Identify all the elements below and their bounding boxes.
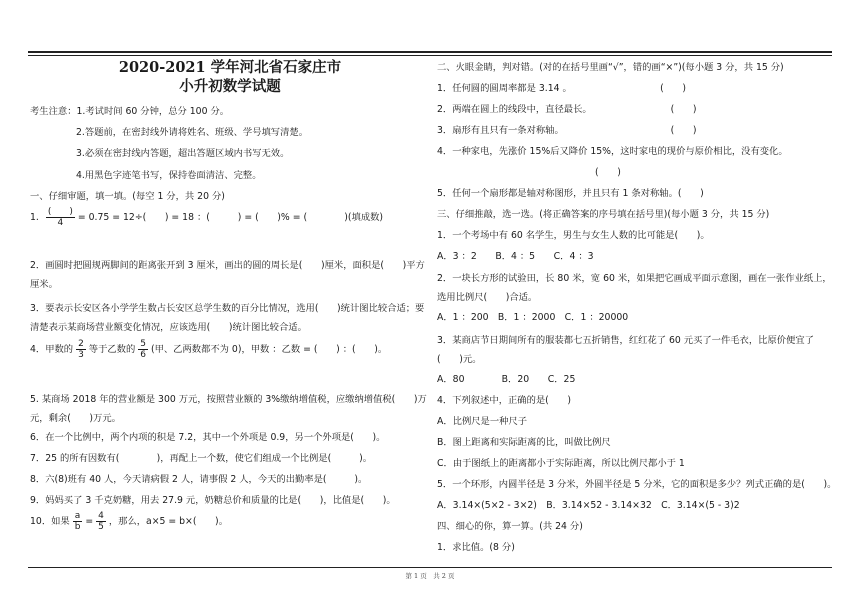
s2-item-4: 4．一种家电，先涨价 15%后又降价 15%，这时家电的现价与原价相比，没有变化。 [437, 146, 788, 157]
s3-question-4: 4．下列叙述中，正确的是( ) [437, 395, 572, 406]
s1-question-9: 9．妈妈买了 3 千克奶糖，用去 27.9 元，奶糖总价和质量的比是( )，比值是( )。 [30, 495, 396, 506]
fraction: $\frac{2}{3}$ [78, 339, 84, 360]
header-rule-thick [28, 51, 832, 53]
s1-question-10: 10．如果 $\frac{a}{b}$ = $\frac{4}{5}$ ，那么，a×5 = b×( )。 [30, 511, 228, 532]
s3-question-3-options: A．80 B．20 C．25 [437, 374, 576, 385]
s3-question-4-option-a: A．比例尺是一种尺子 [437, 416, 528, 427]
s2-item-3: 3．扇形有且只有一条对称轴。 ( ) [437, 125, 697, 136]
fraction: $\frac{4}{5}$ [98, 511, 104, 532]
section3-heading: 三、仔细推敲，选一选。(将正确答案的序号填在括号里)(每小题 3 分，共 15 分) [437, 209, 770, 220]
s2-item-1: 1．任何圆的圆周率都是 3.14 。 ( ) [437, 83, 686, 94]
s1-question-7: 7．25 的所有因数有( )，再配上一个数，使它们组成一个比例是( )。 [30, 453, 373, 464]
s1-question-5: 5. 某商场 2018 年的营业额是 300 万元，按照营业额的 3%缴纳增值税，应缴纳增值税( )万元，剩余( )万元。 [30, 394, 427, 424]
s3-question-4-option-b: B．图上距离和实际距离的比，叫做比例尺 [437, 437, 611, 448]
notes-item-4: 4.用黑色字迹笔书写，保持卷面清洁、完整。 [76, 170, 262, 181]
section2-heading: 二、火眼金睛，判对错。(对的在括号里画“√”，错的画“×”)(每小题 3 分，共 15 分) [437, 62, 784, 73]
s1-question-3: 3．要表示长安区各小学学生数占长安区总学生数的百分比情况，选用( )统计图比较合适；要清楚表示某商场营业额变化情况，应该选用( )统计图比较合适。 [30, 303, 425, 333]
s1-question-4: 4．甲数的 $\frac{2}{3}$ 等于乙数的 $\frac{5}{6}$ (甲、乙两数都不为 0)，甲数 ：乙数 = ( ) ：( )。 [30, 339, 388, 360]
s1-question-2: 2．画圆时把圆规两脚间的距离张开到 3 厘米，画出的圆的周长是( )厘米，面积是( )平方厘米。 [30, 260, 425, 290]
section4-heading: 四、细心的你，算一算。(共 24 分) [437, 521, 583, 532]
section1-heading: 一、仔细审题，填一填。(每空 1 分，共 20 分) [30, 191, 225, 202]
s3-question-5: 5．一个环形，内圆半径是 3 分米，外圆半径是 5 分米，它的面积是多少？列式正确的是( )。 [437, 479, 837, 490]
notes-item-3: 3.必须在密封线内答题，超出答题区域内书写无效。 [76, 148, 290, 159]
s2-item-5: 5．任何一个扇形都是轴对称图形，并且只有 1 条对称轴。( ) [437, 188, 704, 199]
s1-question-1: 1. $\frac{( )}{4}$ = 0.75 = 12÷( ) = 18 ：( ) = ( )% = ( )(填成数) [30, 207, 384, 228]
fraction: $\frac{5}{6}$ [140, 339, 146, 360]
s3-question-5-options: A．3.14×(5×2 - 3×2) B．3.14×52 - 3.14×32 C．3.14×(5 - 3)2 [437, 500, 740, 511]
notes-item-2: 2.答题前，在密封线外请将姓名、班级、学号填写清楚。 [76, 127, 308, 138]
title-line-1: 2020-2021 学年河北省石家庄市 [118, 59, 342, 76]
exam-title [30, 58, 430, 96]
fraction: $\frac{a}{b}$ [74, 511, 81, 532]
left-column [30, 56, 430, 532]
s3-question-2-options: A．1 ：200 B．1 ：2000 C．1 ：20000 [437, 312, 629, 323]
s4-question-1: 1．求比值。(8 分) [437, 542, 515, 553]
page-footer: 第 1 页 共 2 页 [405, 572, 455, 580]
s3-question-1: 1．一个考场中有 60 名学生，男生与女生人数的比可能是( )。 [437, 230, 710, 241]
s3-question-1-options: A．3 ：2 B．4 ：5 C．4 ：3 [437, 251, 594, 262]
s3-question-4-option-c: C．由于图纸上的距离都小于实际距离，所以比例尺都小于 1 [437, 458, 685, 469]
s3-question-2: 2．一块长方形的试验田，长 80 米，宽 60 米，如果把它画成平面示意图，画在一张作业纸上，选用比例尺( )合适。 [437, 273, 832, 303]
title-line-2: 小升初数学试题 [179, 78, 281, 95]
notes-item-1: 考生注意：1.考试时间 60 分钟，总分 100 分。 [30, 106, 230, 117]
s1-question-6: 6．在一个比例中，两个内项的积是 7.2，其中一个外项是 0.9，另一个外项是( )。 [30, 432, 386, 443]
notes-label: 考生注意： [30, 106, 77, 117]
fraction: $\frac{( )}{4}$ [47, 207, 73, 228]
footer-rule [28, 567, 832, 568]
s2-item-4-bracket: ( ) [595, 167, 621, 178]
s3-question-3: 3．某商店节日期间所有的服装都七五折销售，红红花了 60 元买了一件毛衣，比原价便宜了( )元。 [437, 335, 814, 365]
s1-question-8: 8．六(8)班有 40 人，今天请病假 2 人，请事假 2 人，今天的出勤率是( )。 [30, 474, 368, 485]
s2-item-2: 2．两端在圆上的线段中，直径最长。 ( ) [437, 104, 697, 115]
